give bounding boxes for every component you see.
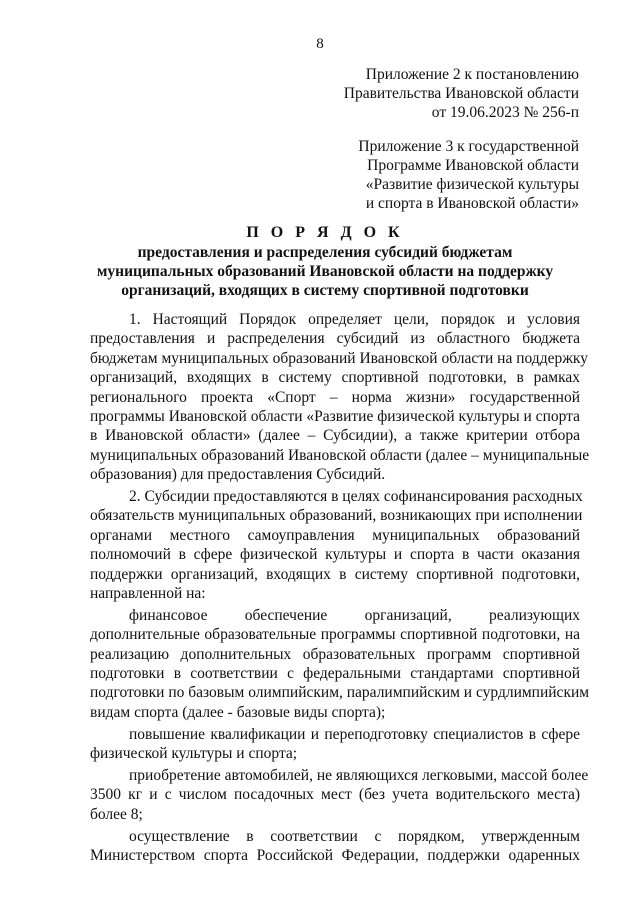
appendix-line: и спорта в Ивановской области» [365, 195, 579, 212]
appendix-program-reference [358, 137, 579, 213]
document-title [80, 223, 570, 300]
text-line: в Ивановской области» (далее – Субсидии), а также критерии отбора [90, 427, 580, 445]
appendix-line: Программе Ивановской области [367, 157, 579, 174]
text-line: приобретение автомобилей, не являющихся легковыми, массой более [129, 766, 589, 784]
text-line: органами местного самоуправления муниципальных образований [90, 526, 580, 544]
title-heading: П О Р Я Д О К [246, 224, 404, 241]
appendix-line: «Развитие физической культуры [365, 176, 579, 193]
text-line: регионального проекта «Спорт – норма жизни» государственной [90, 388, 580, 406]
page-number: 8 [316, 36, 324, 52]
text-line: полномочий в сфере физической культуры и спорта в части оказания [90, 546, 580, 564]
paragraph-2 [90, 487, 583, 603]
text-line: видам спорта (далее - базовые виды спорта); [90, 703, 386, 721]
appendix-line: Приложение 2 к постановлению [365, 66, 579, 83]
paragraph-5 [90, 766, 589, 824]
appendix-resolution-reference [344, 65, 579, 122]
paragraph-4 [90, 725, 580, 764]
text-line: реализацию дополнительных образовательных программ спортивной [90, 645, 580, 663]
text-line: поддержки организаций, входящих в систему спортивной подготовки, [90, 565, 580, 583]
text-line: Министерством спорта Российской Федерации, поддержки одаренных [90, 847, 580, 865]
text-line: более 8; [90, 805, 143, 823]
appendix-line: от 19.06.2023 № 256-п [431, 104, 579, 121]
text-line: бюджетам муниципальных образований Ивановской области на поддержку [90, 349, 588, 367]
text-line: 1. Настоящий Порядок определяет цели, порядок и условия [129, 311, 580, 328]
text-line: муниципальных образований Ивановской области (далее – муниципальные [90, 446, 590, 464]
text-line: программы Ивановской области «Развитие физической культуры и спорта [90, 407, 580, 425]
text-line: направленной на: [90, 584, 206, 602]
text-line: финансовое обеспечение организаций, реализующих [129, 606, 580, 624]
document-body [90, 310, 590, 865]
text-line: осуществление в соответствии с порядком, утвержденным [129, 827, 580, 845]
paragraph-6 [90, 827, 580, 866]
text-line: образования) для предоставления Субсидий. [90, 466, 386, 484]
text-line: повышение квалификации и переподготовку специалистов в сфере [129, 725, 580, 743]
text-line: обязательств муниципальных образований, возникающих при исполнении [90, 507, 583, 525]
title-line: муниципальных образований Ивановской области на поддержку [96, 263, 554, 280]
appendix-line: Правительства Ивановской области [343, 85, 579, 102]
title-line: предоставления и распределения субсидий бюджетам [137, 244, 513, 261]
text-line: 2. Субсидии предоставляются в целях софинансирования расходных [129, 488, 583, 506]
paragraph-1 [90, 310, 590, 485]
text-line: дополнительные образовательные программы спортивной подготовки, на [90, 626, 580, 644]
title-subheading [80, 243, 570, 300]
title-line: организаций, входящих в систему спортивной подготовки [121, 282, 529, 299]
text-line: физической культуры и спорта; [90, 745, 298, 763]
text-line: организаций, входящих в систему спортивной подготовки, в рамках [90, 369, 580, 387]
paragraph-3 [90, 606, 590, 722]
text-line: 3500 кг и с числом посадочных мест (без учета водительского места) [90, 786, 580, 804]
text-line: подготовки в соответствии с федеральными стандартами спортивной [90, 665, 580, 683]
appendix-line: Приложение 3 к государственной [358, 138, 579, 155]
text-line: предоставления и распределения субсидий из областного бюджета [90, 330, 580, 348]
text-line: подготовки по базовым олимпийским, паралимпийским и сурдлимпийским [90, 684, 590, 702]
